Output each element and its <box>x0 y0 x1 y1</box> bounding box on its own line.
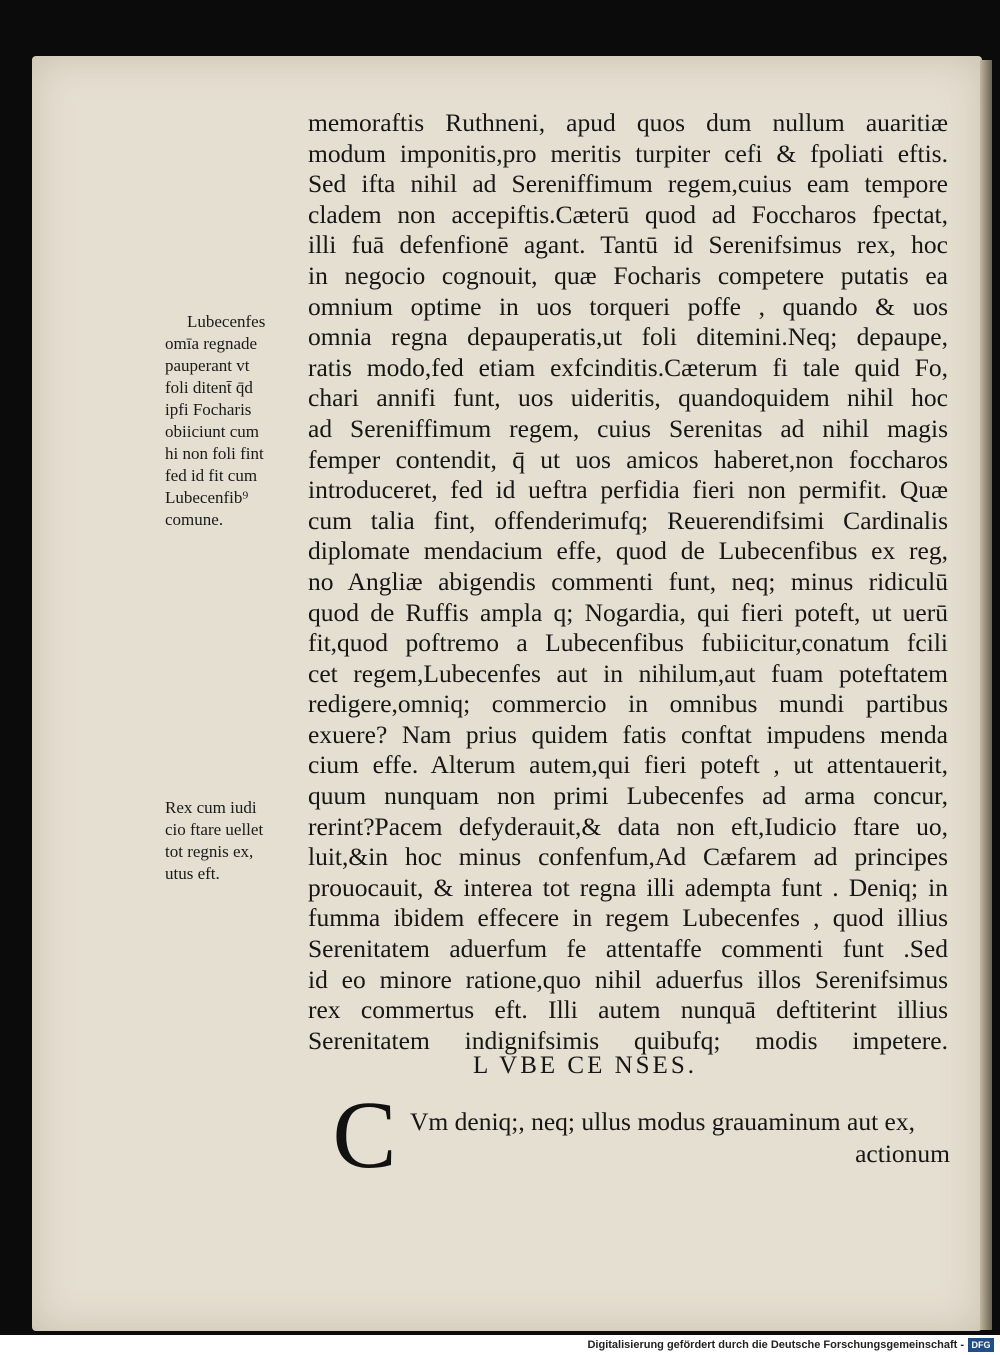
text-line: luit,&in hoc minus confenfum,Ad Cæfarem ad principes <box>308 842 948 872</box>
note-line: pauperant vt <box>165 356 250 375</box>
text-line: Sed ifta nihil ad Sereniffimum regem,cuius eam tempore <box>308 169 948 199</box>
page-edge <box>980 60 992 1330</box>
text-line: introduceret, fed id ueftra perfidia fieri non permifit. Quæ <box>308 475 948 505</box>
note-line: ipfi Focharis <box>165 400 252 419</box>
body-text-block <box>308 108 948 1056</box>
text-line: rex commertus eft. Illi autem nunquā deftiterint illius <box>308 995 948 1025</box>
text-line: Serenitatem aduerfum fe attentaffe commenti funt .Sed <box>308 934 948 964</box>
text-line: omnia regna depauperatis,ut foli ditemini.Neq; depaupe, <box>308 322 948 352</box>
marginal-note-1 <box>165 311 303 531</box>
text-line: cum talia fint, offenderimufq; Reuerendifsimi Cardinalis <box>308 505 948 535</box>
text-line: fit,quod poftremo a Lubecenfibus fubiicitur,conatum fcili <box>308 628 948 658</box>
note-line: comune. <box>165 510 224 529</box>
text-line: diplomate mendacium effe, quod de Lubecenfibus ex reg, <box>308 536 948 566</box>
text-line: rerint?Pacem defyderauit,& data non eft,Iudicio ftare uo, <box>308 811 948 841</box>
note-line: utus eft. <box>165 864 220 883</box>
text-line: ratis modo,fed etiam exfcinditis.Cæterum fi tale quid Fo, <box>308 352 948 382</box>
text-line: in negocio cognouit, quæ Focharis competere putatis ea <box>308 260 948 290</box>
final-text-lines <box>410 1106 960 1170</box>
text-line: redigere,omniq; commercio in omnibus mundi partibus <box>308 689 948 719</box>
note-line: foli ditent̄ q̄d <box>165 378 253 397</box>
dfg-logo: DFG <box>968 1338 994 1352</box>
text-line: no Angliæ abigendis commenti funt, neq; minus ridiculū <box>308 566 948 596</box>
text-line: omnium optime in uos torqueri poffe , quando & uos <box>308 291 948 321</box>
note-line: Lubecenfib⁹ <box>165 488 249 507</box>
note-line: cio ftare uellet <box>165 820 264 839</box>
text-line: prouocauit, & interea tot regna illi adempta funt . Deniq; in <box>308 872 948 902</box>
text-line: actionum <box>855 1139 950 1168</box>
text-line: quod de Ruffis ampla q; Nogardia, qui fieri poteft, ut uerū <box>308 597 948 627</box>
text-line: femper contendit, q̄ ut uos amicos haberet,non foccharos <box>308 444 948 474</box>
text-line: fumma ibidem effecere in regem Lubecenfes , quod illius <box>308 903 948 933</box>
text-line: quum nunquam non primi Lubecenfes ad arma concur, <box>308 781 948 811</box>
drop-cap: C <box>332 1081 397 1188</box>
note-line: fed id fit cum <box>165 466 258 485</box>
note-line: obiiciunt cum <box>165 422 259 441</box>
text-line: cet regem,Lubecenfes aut in nihilum,aut fuam poteftatem <box>308 658 948 688</box>
text-line: exuere? Nam prius quidem fatis conftat impudens menda <box>308 719 948 749</box>
note-line: Lubecenfes <box>187 312 266 331</box>
digitization-credit: Digitalisierung gefördert durch die Deutsche Forschungsgemeinschaft - <box>587 1339 964 1351</box>
note-line: Rex cum iudi <box>165 798 257 817</box>
text-line: Vm deniq;, neq; ullus modus grauaminum aut ex, <box>410 1107 915 1136</box>
text-line: Serenitatem indignifsimis quibufq; modis impetere. <box>308 1025 948 1055</box>
text-line: chari annifi funt, uos uideritis, quandoquidem nihil hoc <box>308 383 948 413</box>
text-line: memoraftis Ruthneni, apud quos dum nullum auaritiæ <box>308 108 948 137</box>
text-line: cladem non accepiftis.Cæterū quod ad Foccharos fpectat, <box>308 199 948 229</box>
note-line: omīa regnade <box>165 334 258 353</box>
footer-bar <box>0 1335 1000 1355</box>
text-line: modum imponitis,pro meritis turpiter cefi & fpoliati eftis. <box>308 138 948 168</box>
text-line: ad Sereniffimum regem, cuius Serenitas ad nihil magis <box>308 413 948 443</box>
text-line: cium effe. Alterum autem,qui fieri poteft , ut attentauerit, <box>308 750 948 780</box>
note-line: hi non foli fint <box>165 444 264 463</box>
text-line: illi fuā defenfionē agant. Tantū id Serenifsimus rex, hoc <box>308 230 948 260</box>
note-line: tot regnis ex, <box>165 842 254 861</box>
text-line: id eo minore ratione,quo nihil aduerfus illos Serenifsimus <box>308 964 948 994</box>
marginal-note-2 <box>165 797 303 885</box>
section-heading: L VBE CE NSES. <box>473 1052 697 1079</box>
